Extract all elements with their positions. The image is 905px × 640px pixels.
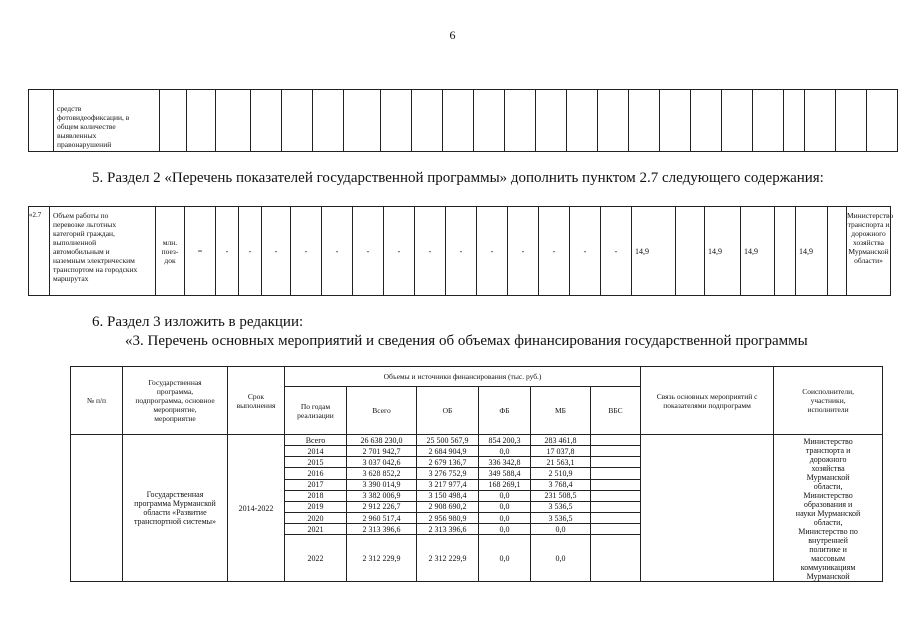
header-vbs: ВБС — [591, 387, 641, 435]
cell-dash: - — [239, 207, 262, 296]
fb-cell: 0,0 — [479, 490, 531, 501]
eq-sign: = — [185, 207, 216, 296]
year-cell: 2021 — [285, 524, 347, 535]
header-executors: Соисполнители, участники, исполнители — [774, 367, 883, 435]
fb-cell: 0,0 — [479, 524, 531, 535]
mb-cell: 0,0 — [531, 524, 591, 535]
cell-dash: - — [291, 207, 322, 296]
total-cell: 2 312 229,9 — [347, 535, 417, 582]
row-number: «2.7 — [29, 207, 50, 296]
value-cell: 14,9 — [705, 207, 741, 296]
mb-cell: 2 510,9 — [531, 468, 591, 479]
indicator-table-row-2-7 — [28, 206, 894, 296]
year-cell: Всего — [285, 435, 347, 446]
year-cell: 2017 — [285, 479, 347, 490]
total-cell: 3 628 852,2 — [347, 468, 417, 479]
mb-cell: 17 037,8 — [531, 446, 591, 457]
cell-dash: - — [539, 207, 570, 296]
cell-dash: - — [477, 207, 508, 296]
header-financing: Объемы и источники финансирования (тыс. руб.) — [285, 367, 641, 387]
cell-dash: - — [446, 207, 477, 296]
ob-cell: 3 276 752,9 — [417, 468, 479, 479]
paragraph-5: 5. Раздел 2 «Перечень показателей государственной программы» дополнить пунктом 2.7 следующего содержания: — [92, 170, 824, 186]
ob-cell: 3 217 977,4 — [417, 479, 479, 490]
value-cell: 14,9 — [796, 207, 828, 296]
mb-cell: 21 563,1 — [531, 457, 591, 468]
ob-cell: 2 312 229,9 — [417, 535, 479, 582]
mb-cell: 231 508,5 — [531, 490, 591, 501]
ob-cell: 25 500 567,9 — [417, 435, 479, 446]
fb-cell: 854 200,3 — [479, 435, 531, 446]
header-ob: ОБ — [417, 387, 479, 435]
responsible-cell: Министерство транспорта и дорожного хозяйства Мурманской области» — [847, 207, 891, 296]
program-name: Государственная программа Мурманской области «Развитие транспортной системы» — [123, 435, 228, 582]
cell-dash: - — [570, 207, 601, 296]
year-cell: 2018 — [285, 490, 347, 501]
value-cell: 14,9 — [741, 207, 775, 296]
header-years: По годам реализации — [285, 387, 347, 435]
program-term: 2014-2022 — [228, 435, 285, 582]
indicator-table-continuation — [28, 89, 898, 152]
total-cell: 2 313 396,6 — [347, 524, 417, 535]
fb-cell: 0,0 — [479, 501, 531, 512]
year-cell: 2014 — [285, 446, 347, 457]
total-cell: 26 638 230,0 — [347, 435, 417, 446]
ob-cell: 2 679 136,7 — [417, 457, 479, 468]
fb-cell: 0,0 — [479, 535, 531, 582]
ob-cell: 2 313 396,6 — [417, 524, 479, 535]
year-cell: 2015 — [285, 457, 347, 468]
page-number: 6 — [449, 28, 456, 42]
fb-cell: 336 342,8 — [479, 457, 531, 468]
year-cell: 2016 — [285, 468, 347, 479]
header-fb: ФБ — [479, 387, 531, 435]
mb-cell: 283 461,8 — [531, 435, 591, 446]
cell-dash: - — [601, 207, 632, 296]
header-program: Государственная программа, подпрограмма, основное мероприятие, мероприятие — [123, 367, 228, 435]
cell-dash: - — [353, 207, 384, 296]
cell-dash: - — [262, 207, 291, 296]
paragraph-6: 6. Раздел 3 изложить в редакции: — [92, 314, 304, 330]
cell-dash: - — [384, 207, 415, 296]
year-cell: 2019 — [285, 501, 347, 512]
ob-cell: 2 684 904,9 — [417, 446, 479, 457]
indicator-label: Объем работы по перевозке льготных категорий граждан, выполненной автомобильным и наземным электрическим транспортом на городских маршрутах — [50, 207, 156, 296]
ob-cell: 2 908 690,2 — [417, 501, 479, 512]
fb-cell: 0,0 — [479, 446, 531, 457]
value-cell: 14,9 — [632, 207, 676, 296]
cell-dash: - — [216, 207, 239, 296]
fb-cell: 168 269,1 — [479, 479, 531, 490]
year-cell: 2020 — [285, 512, 347, 523]
header-link: Связь основных мероприятий с показателями подпрограмм — [641, 367, 774, 435]
ob-cell: 2 956 980,9 — [417, 512, 479, 523]
executors-cell: Министерство транспорта и дорожного хозяйства Мурманской области, Министерство образования и науки Мурманской области, Министерство по внутренней политике и массовым коммуникациям Мурманской — [774, 435, 883, 582]
mb-cell: 3 536,5 — [531, 512, 591, 523]
financing-table — [70, 366, 883, 582]
total-cell: 2 912 226,7 — [347, 501, 417, 512]
total-cell: 3 037 042,6 — [347, 457, 417, 468]
header-mb: МБ — [531, 387, 591, 435]
year-cell: 2022 — [285, 535, 347, 582]
paragraph-6-title: «3. Перечень основных мероприятий и сведения об объемах финансирования государственной программы — [125, 333, 808, 349]
cell-dash: - — [415, 207, 446, 296]
cell-dash: - — [322, 207, 353, 296]
header-num: № п/п — [71, 367, 123, 435]
fb-cell: 349 588,4 — [479, 468, 531, 479]
indicator-label: средств фотовидеофиксации, в общем количестве выявленных правонарушений — [54, 90, 160, 152]
unit: млн. поез- док — [156, 207, 185, 296]
header-total: Всего — [347, 387, 417, 435]
total-cell: 2 960 517,4 — [347, 512, 417, 523]
total-cell: 2 701 942,7 — [347, 446, 417, 457]
fb-cell: 0,0 — [479, 512, 531, 523]
mb-cell: 3 536,5 — [531, 501, 591, 512]
total-cell: 3 382 006,9 — [347, 490, 417, 501]
mb-cell: 0,0 — [531, 535, 591, 582]
cell-dash: - — [508, 207, 539, 296]
mb-cell: 3 768,4 — [531, 479, 591, 490]
total-cell: 3 390 014,9 — [347, 479, 417, 490]
header-term: Срок выполнения — [228, 367, 285, 435]
ob-cell: 3 150 498,4 — [417, 490, 479, 501]
